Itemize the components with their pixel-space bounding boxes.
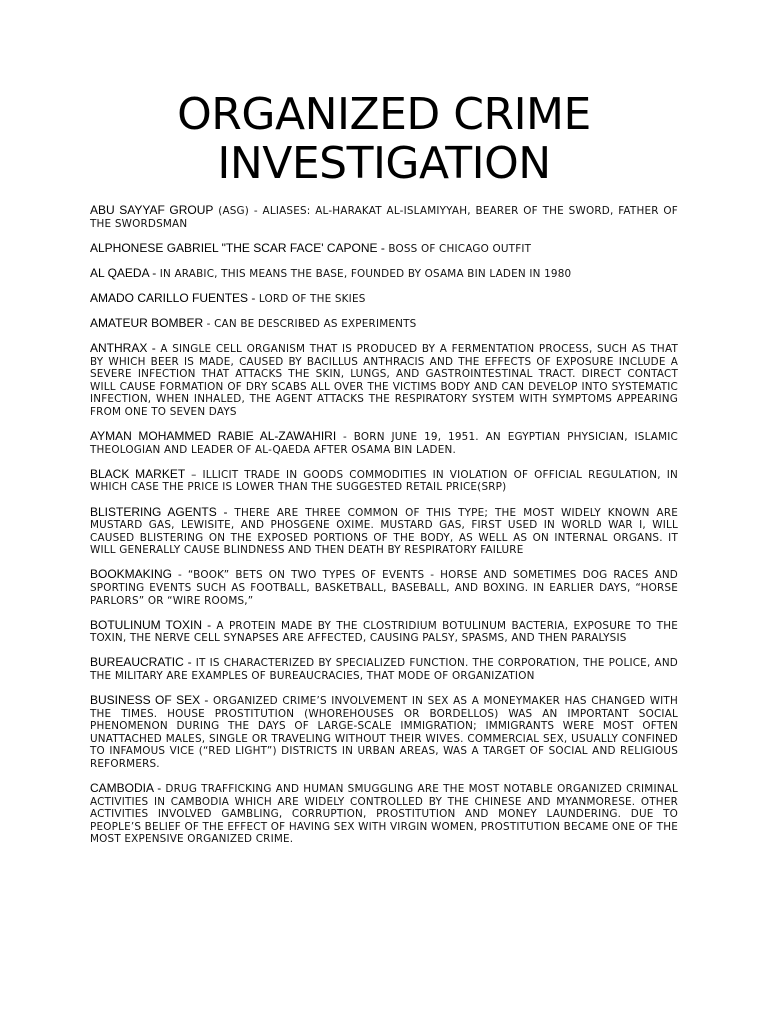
entry-definition: DRUG TRAFFICKING AND HUMAN SMUGGLING ARE THE MOST NOTABLE ORGANIZED CRIMINAL ACTIVITIES IN CAMBODIA WHICH ARE WIDELY CONTROLLED BY THE CHINESE AND MYANMORESE. OTHER ACTIVITIES INVOLVED GAMBLING, CORRUPTION, PROSTITUTION AND MONEY LAUNDERING. DUE TO PEOPLE’S BELIEF OF THE EFFECT OF HAVING SEX WITH VIRGIN WOMEN, PROSTITUTION BECAME ONE OF THE MOST EXPENSIVE ORGANIZED CRIME.	[90, 783, 678, 846]
entry-term: BUSINESS OF SEX -	[90, 693, 209, 708]
glossary-entry-bureaucratic	[90, 656, 678, 682]
entry-term: ANTHRAX -	[90, 341, 156, 356]
glossary-entry-amado-carillo	[90, 292, 678, 306]
glossary-entry-black-market	[90, 468, 678, 494]
glossary-entry-anthrax	[90, 342, 678, 419]
glossary-entry-capone	[90, 242, 678, 256]
entry-term: BUREAUCRATIC -	[90, 655, 192, 670]
entry-term: BOOKMAKING	[90, 567, 173, 582]
entry-term: BLISTERING AGENTS -	[90, 504, 228, 519]
entry-definition: - BORN JUNE 19, 1951. AN EGYPTIAN PHYSICIAN, ISLAMIC THEOLOGIAN AND LEADER OF AL-QAEDA AFTER OSAMA BIN LADEN.	[90, 431, 679, 456]
entry-definition: – ILLICIT TRADE IN GOODS COMMODITIES IN VIOLATION OF OFFICIAL REGULATION, IN WHICH CASE THE PRICE IS LOWER THAN THE SUGGESTED RETAIL PRICE(SRP)	[90, 468, 678, 494]
entry-definition: (ASG) - ALIASES: AL-HARAKAT AL-ISLAMIYYAH, BEARER OF THE SWORD, FATHER OF THE SWORDSMAN	[90, 205, 678, 230]
glossary-entry-business-of-sex	[90, 694, 678, 771]
entry-term: AMATEUR BOMBER	[90, 315, 204, 330]
entry-term: ABU SAYYAF GROUP	[90, 203, 214, 217]
entry-term: BLACK MARKET	[90, 466, 186, 481]
entry-definition: A SINGLE CELL ORGANISM THAT IS PRODUCED BY A FERMENTATION PROCESS, SUCH AS THAT BY WHICH BEER IS MADE, CAUSED BY BACILLUS ANTHRACIS AND THE EFFECTS OF EXPOSURE INCLUDE A SEVERE INFECTION THAT ATTACKS THE SKIN, LUNGS, AND GASTROINTESTINAL TRACT. DIRECT CONTACT WILL CAUSE FORMATION OF DRY SCABS ALL OVER THE VICTIMS BODY AND CAN DEVELOP INTO SYSTEMATIC INFECTION, WHEN INHALED, THE AGENT ATTACKS THE RESPIRATORY SYSTEM WITH SYMPTOMS APPEARING FROM ONE TO SEVEN DAYS	[90, 343, 678, 419]
entry-definition: A PROTEIN MADE BY THE CLOSTRIDIUM BOTULINUM BACTERIA, EXPOSURE TO THE TOXIN, THE NERVE CELL SYNAPSES ARE AFFECTED, CAUSING PALSY, SPASMS, AND THEN PARALYSIS	[90, 619, 678, 645]
entry-term: ALPHONESE GABRIEL "THE SCAR FACE' CAPONE -	[90, 240, 385, 255]
glossary-entry-blistering-agents	[90, 506, 678, 557]
glossary-entry-amateur-bomber	[90, 317, 678, 331]
entry-definition: IN ARABIC, THIS MEANS THE BASE, FOUNDED BY OSAMA BIN LADEN IN 1980	[156, 267, 572, 280]
entry-term: AL QAEDA -	[90, 265, 157, 280]
entry-definition: - CAN BE DESCRIBED AS EXPERIMENTS	[203, 317, 417, 330]
entry-definition: BOSS OF CHICAGO OUTFIT	[384, 242, 532, 255]
title-line-2: INVESTIGATION	[217, 138, 551, 189]
glossary-entry-cambodia	[90, 782, 678, 846]
document-page	[90, 90, 678, 858]
entry-definition: - “BOOK” BETS ON TWO TYPES OF EVENTS - HORSE AND SOMETIMES DOG RACES AND SPORTING EVENTS SUCH AS FOOTBALL, BASKETBALL, BASEBALL, AND BOXING. IN EARLIER DAYS, “HORSE PARLORS” OR “WIRE ROOMS,”	[90, 569, 678, 607]
glossary-entry-al-qaeda	[90, 267, 678, 281]
entry-term: AMADO CARILLO FUENTES -	[90, 290, 256, 305]
entry-term: BOTULINUM TOXIN -	[90, 617, 212, 632]
entry-definition: THERE ARE THREE COMMON OF THIS TYPE; THE MOST WIDELY KNOWN ARE MUSTARD GAS, LEWISITE, AND PHOSGENE OXIME. MUSTARD GAS, FIRST USED IN WORLD WAR I, WILL CAUSED BLISTERING ON THE EXPOSED PORTIONS OF THE BODY, AS WELL AS ON INTERNAL ORGANS. IT WILL GENERALLY CAUSE BLINDNESS AND THEN DEATH BY RESPIRATORY FAILURE	[90, 506, 679, 557]
document-title	[90, 90, 678, 188]
entry-term: AYMAN MOHAMMED RABIE AL-ZAWAHIRI	[90, 429, 337, 444]
glossary-entry-bookmaking	[90, 568, 678, 607]
entry-definition: LORD OF THE SKIES	[255, 292, 366, 305]
title-line-1: ORGANIZED CRIME	[177, 89, 591, 140]
glossary-entry-botulinum-toxin	[90, 619, 678, 645]
entry-definition: IT IS CHARACTERIZED BY SPECIALIZED FUNCTION. THE CORPORATION, THE POLICE, AND THE MILITARY ARE EXAMPLES OF BUREAUCRACIES, THAT MODE OF ORGANIZATION	[90, 657, 678, 682]
glossary-entry-abu-sayyaf	[90, 204, 678, 230]
entry-definition: ORGANIZED CRIME’S INVOLVEMENT IN SEX AS A MONEYMAKER HAS CHANGED WITH THE TIMES. HOUSE PROSTITUTION (WHOREHOUSES OR BORDELLOS) WAS AN IMPORTANT SOCIAL PHENOMENON DURING THE DAYS OF LARGE-SCALE IMMIGRATION; IMMIGRANTS WERE MOST OFTEN UNATTACHED MALES, SINGLE OR TRAVELING WITHOUT THEIR WIVES. COMMERCIAL SEX, USUALLY CONFINED TO INFAMOUS VICE (“RED LIGHT”) DISTRICTS IN URBAN AREAS, WAS A TARGET OF SOCIAL AND RELIGIOUS REFORMERS.	[90, 695, 678, 770]
entry-term: CAMBODIA -	[90, 781, 162, 796]
glossary-entry-al-zawahiri	[90, 430, 678, 456]
